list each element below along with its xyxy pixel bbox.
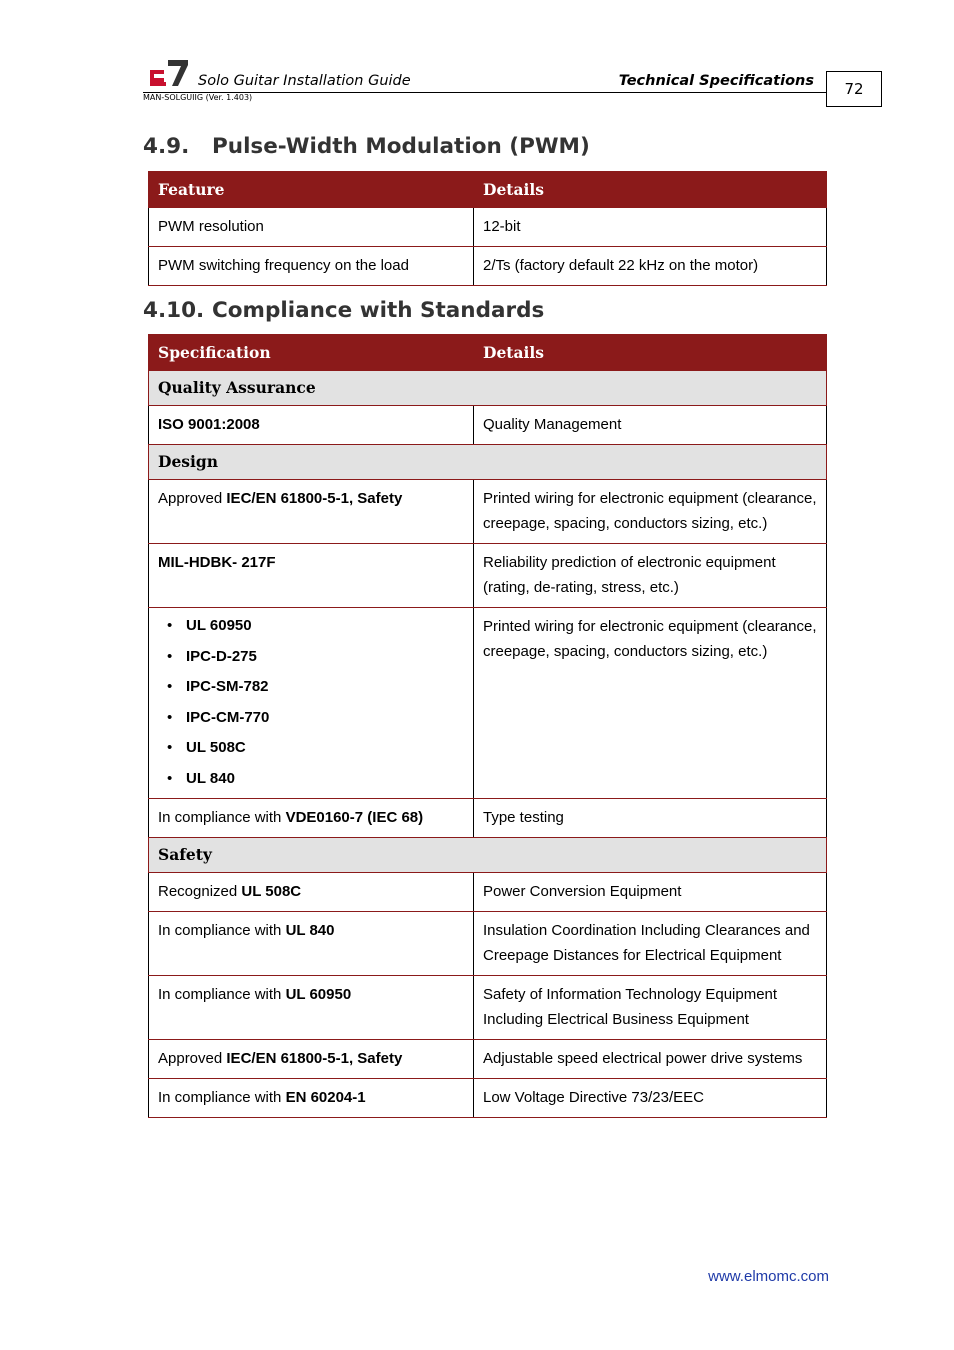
spec-cell [149, 406, 474, 445]
spec-cell [149, 544, 474, 608]
details-cell: Low Voltage Directive 73/23/EEC [474, 1079, 827, 1118]
spec-cell [149, 912, 474, 976]
table-row [149, 406, 827, 445]
feature-cell: PWM resolution [149, 208, 474, 247]
compliance-heading-number: 4.10. [143, 298, 205, 323]
group-row-quality [149, 371, 827, 406]
spec-prefix: Approved [158, 1050, 227, 1067]
group-row-design [149, 445, 827, 480]
list-item: • IPC-SM-782 [186, 672, 465, 703]
table-header-row [149, 172, 827, 208]
list-item: • UL 840 [186, 764, 465, 795]
details-cell: Printed wiring for electronic equipment (clearance, creepage, spacing, conductors sizing, etc.) [474, 608, 827, 799]
spec-name: IEC/EN 61800-5-1, Safety [226, 1050, 403, 1067]
details-cell: Safety of Information Technology Equipment Including Electrical Business Equipment [474, 976, 827, 1040]
compliance-heading [143, 298, 544, 323]
table-row [149, 608, 827, 799]
column-header-details: Details [474, 335, 827, 371]
group-row-safety [149, 838, 827, 873]
feature-cell: PWM switching frequency on the load [149, 247, 474, 286]
details-cell: Type testing [474, 799, 827, 838]
spec-prefix: Recognized [158, 883, 242, 900]
list-item: • IPC-CM-770 [186, 703, 465, 734]
details-cell: Adjustable speed electrical power drive systems [474, 1040, 827, 1079]
spec-cell [149, 608, 474, 799]
table-row [149, 1040, 827, 1079]
spec-name: UL 840 [285, 922, 335, 939]
details-cell: 2/Ts (factory default 22 kHz on the motor) [474, 247, 827, 286]
website-link[interactable]: www.elmomc.com [708, 1268, 829, 1285]
details-cell: Quality Management [474, 406, 827, 445]
spec-cell [149, 1040, 474, 1079]
spec-cell [149, 976, 474, 1040]
pwm-heading-title: Pulse-Width Modulation (PWM) [212, 134, 590, 159]
group-label: Design [149, 445, 827, 480]
table-row [149, 208, 827, 247]
spec-name: EN 60204-1 [285, 1089, 366, 1106]
pwm-heading [143, 134, 590, 159]
pwm-table [148, 171, 827, 286]
details-cell: 12-bit [474, 208, 827, 247]
list-item: • UL 60950 [186, 611, 465, 642]
details-cell: Insulation Coordination Including Clearances and Creepage Distances for Electrical Equipment [474, 912, 827, 976]
list-item: • IPC-D-275 [186, 642, 465, 673]
table-row [149, 544, 827, 608]
standards-list [158, 611, 465, 794]
running-section-title: Technical Specifications [618, 73, 814, 89]
spec-prefix: In compliance with [158, 809, 286, 826]
details-cell: Reliability prediction of electronic equipment (rating, de-rating, stress, etc.) [474, 544, 827, 608]
details-cell: Power Conversion Equipment [474, 873, 827, 912]
column-header-feature: Feature [149, 172, 474, 208]
group-label: Safety [149, 838, 827, 873]
document-code: MAN-SOLGUIIG (Ver. 1.403) [143, 93, 253, 102]
spec-cell [149, 873, 474, 912]
table-row [149, 247, 827, 286]
table-row [149, 912, 827, 976]
page-number: 72 [826, 71, 882, 107]
spec-name: VDE0160-7 (IEC 68) [285, 809, 424, 826]
list-item: • UL 508C [186, 733, 465, 764]
spec-cell [149, 1079, 474, 1118]
pwm-heading-number: 4.9. [143, 134, 190, 159]
compliance-table [148, 334, 827, 1118]
spec-name: ISO 9001:2008 [158, 416, 260, 433]
table-row [149, 976, 827, 1040]
table-row [149, 480, 827, 544]
elmo-logo-icon [148, 58, 190, 88]
spec-name: UL 60950 [285, 986, 352, 1003]
spec-cell [149, 480, 474, 544]
compliance-heading-title: Compliance with Standards [212, 298, 545, 323]
table-header-row [149, 335, 827, 371]
spec-prefix: In compliance with [158, 986, 286, 1003]
spec-cell [149, 799, 474, 838]
spec-name: IEC/EN 61800-5-1, Safety [226, 490, 403, 507]
guide-title: Solo Guitar Installation Guide [198, 73, 411, 89]
details-cell: Printed wiring for electronic equipment (clearance, creepage, spacing, conductors sizing, etc.) [474, 480, 827, 544]
column-header-details: Details [474, 172, 827, 208]
spec-name: UL 508C [241, 883, 302, 900]
spec-prefix: Approved [158, 490, 227, 507]
group-label: Quality Assurance [149, 371, 827, 406]
spec-prefix: In compliance with [158, 922, 286, 939]
table-row [149, 873, 827, 912]
spec-name: MIL-HDBK- 217F [158, 554, 276, 571]
column-header-specification: Specification [149, 335, 474, 371]
table-row [149, 1079, 827, 1118]
table-row [149, 799, 827, 838]
spec-prefix: In compliance with [158, 1089, 286, 1106]
